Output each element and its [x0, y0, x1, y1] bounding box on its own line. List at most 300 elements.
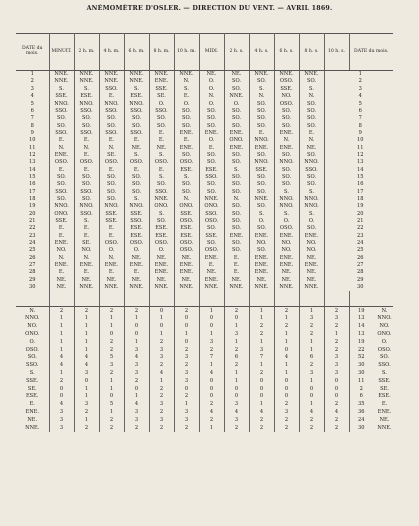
wind-direction-cell: NNE.	[74, 71, 99, 79]
day-date-right: 12	[357, 151, 364, 158]
wind-direction-cell: SO.	[299, 225, 324, 232]
day-date-right: 27	[357, 262, 364, 269]
wind-direction-cell: ENE.	[99, 262, 124, 269]
frequency-count-cell: 4	[199, 370, 224, 378]
frequency-count-cell: 1	[49, 346, 74, 354]
wind-direction-cell: O.	[99, 247, 124, 254]
frequency-count-cell: 3	[124, 416, 149, 424]
wind-direction-cell: SO.	[249, 189, 274, 196]
wind-direction-cell: SO.	[49, 181, 74, 188]
gap-cell	[274, 291, 299, 307]
day-date-right: 21	[357, 218, 364, 224]
frequency-total-cell: 52	[358, 354, 365, 361]
day-date-right: 4	[358, 93, 362, 100]
wind-direction-cell: ENE.	[199, 277, 224, 284]
frequency-count-cell: 3	[324, 362, 349, 370]
direction-frequency-summary	[16, 307, 393, 432]
frequency-count-cell: 1	[74, 385, 99, 393]
day-row	[16, 100, 393, 107]
day-date-right: 7	[358, 115, 362, 122]
frequency-count-cell: 3	[249, 346, 274, 354]
frequency-count-cell: 2	[149, 393, 174, 401]
wind-direction-cell: SSO.	[99, 86, 124, 93]
frequency-count-cell: 3	[124, 346, 149, 354]
frequency-row	[16, 377, 393, 385]
wind-direction-cell: SO.	[299, 122, 324, 129]
wind-direction-cell: ENE.	[224, 130, 249, 137]
wind-direction-cell: N.	[99, 255, 124, 262]
wind-direction-cell: NE.	[149, 255, 174, 262]
wind-direction-cell: SSO.	[49, 189, 74, 196]
wind-direction-cell: NE.	[299, 144, 324, 151]
wind-direction-cell: SO.	[149, 181, 174, 188]
header-2hs: 2 h. s.	[224, 34, 249, 71]
wind-direction-cell: NNE.	[274, 71, 299, 79]
wind-direction-cell: NNE.	[99, 284, 124, 291]
wind-direction-cell: SO.	[199, 225, 224, 232]
wind-direction-cell: SSO.	[99, 108, 124, 115]
wind-direction-cell: NNO.	[74, 100, 99, 107]
wind-direction-cell: O.	[224, 100, 249, 107]
wind-direction-cell: ESE.	[199, 166, 224, 173]
frequency-count-cell: 3	[124, 362, 149, 370]
frequency-count-cell: 4	[199, 409, 224, 417]
frequency-count-cell: 1	[249, 307, 274, 315]
wind-direction-cell: NNE.	[299, 284, 324, 291]
wind-direction-cell: SSE.	[49, 218, 74, 225]
frequency-count-cell: 0	[224, 315, 249, 323]
frequency-count-cell: 0	[274, 346, 299, 354]
wind-direction-cell: N.	[99, 144, 124, 151]
wind-direction-cell: ENE.	[174, 130, 199, 137]
wind-direction-cell: S.	[49, 86, 74, 93]
wind-direction-cell: SO.	[249, 115, 274, 122]
frequency-count-cell: 0	[174, 315, 199, 323]
wind-direction-cell: SO.	[99, 115, 124, 122]
direction-label-left: ESE.	[16, 393, 49, 401]
frequency-count-cell: 1	[99, 409, 124, 417]
frequency-count-cell: 1	[199, 331, 224, 339]
wind-direction-cell: O.	[199, 86, 224, 93]
wind-direction-cell: SO.	[274, 122, 299, 129]
wind-direction-cell: E.	[224, 262, 249, 269]
frequency-count-cell: 3	[174, 409, 199, 417]
wind-direction-cell: E.	[149, 130, 174, 137]
direction-label-right: ENE.	[377, 409, 392, 416]
wind-direction-cell: SO.	[249, 122, 274, 129]
frequency-count-cell: 1	[74, 346, 99, 354]
day-date-left: 2	[16, 78, 49, 85]
wind-direction-cell: SO.	[199, 115, 224, 122]
wind-direction-cell: NNO.	[249, 159, 274, 166]
frequency-count-cell: 0	[49, 385, 74, 393]
frequency-count-cell: 0	[324, 393, 349, 401]
frequency-count-cell: 3	[99, 362, 124, 370]
frequency-count-cell: 2	[149, 409, 174, 417]
wind-direction-cell: N.	[74, 255, 99, 262]
direction-label-right: S.	[382, 370, 387, 377]
frequency-row	[16, 315, 393, 323]
frequency-count-cell: 2	[274, 401, 299, 409]
frequency-count-cell: 0	[174, 323, 199, 331]
frequency-count-cell: 3	[124, 409, 149, 417]
day-date-right: 26	[357, 254, 364, 261]
day-date-left: 13	[16, 159, 49, 166]
frequency-count-cell: 1	[274, 339, 299, 347]
wind-direction-cell: SO.	[99, 189, 124, 196]
gap-cell	[124, 291, 149, 307]
gap-cell	[199, 291, 224, 307]
day-date-left: 8	[16, 122, 49, 129]
wind-direction-cell: NE.	[49, 277, 74, 284]
day-date-left: 15	[16, 174, 49, 181]
frequency-count-cell: 1	[124, 339, 149, 347]
wind-direction-cell: SO.	[99, 196, 124, 203]
direction-label-left: OSO.	[16, 346, 49, 354]
frequency-row	[16, 409, 393, 417]
day-row	[16, 152, 393, 159]
day-row	[16, 196, 393, 203]
wind-direction-cell: S.	[249, 211, 274, 218]
wind-direction-cell: OSO.	[99, 240, 124, 247]
wind-direction-cell: NE.	[174, 277, 199, 284]
wind-direction-cell: OSO.	[124, 159, 149, 166]
wind-direction-cell: E.	[174, 137, 199, 144]
wind-direction-cell: O.	[149, 247, 174, 254]
wind-direction-cell: N.	[199, 93, 224, 100]
wind-direction-cell: NNE.	[49, 71, 74, 79]
wind-direction-cell: SO.	[199, 108, 224, 115]
wind-direction-cell: O.	[299, 218, 324, 225]
frequency-count-cell: 3	[324, 354, 349, 362]
wind-direction-cell: E.	[74, 233, 99, 240]
frequency-row	[16, 362, 393, 370]
wind-direction-cell: E.	[249, 130, 274, 137]
wind-direction-cell: O.	[274, 218, 299, 225]
wind-direction-cell: SE.	[149, 93, 174, 100]
frequency-count-cell: 2	[199, 416, 224, 424]
direction-label-right: NE.	[379, 416, 390, 423]
day-row	[16, 181, 393, 188]
frequency-count-cell: 2	[324, 401, 349, 409]
wind-direction-cell: SO.	[124, 174, 149, 181]
wind-direction-cell: NE.	[199, 71, 224, 79]
frequency-count-cell: 0	[124, 385, 149, 393]
day-row	[16, 255, 393, 262]
wind-direction-cell: E.	[199, 144, 224, 151]
frequency-count-cell: 1	[49, 315, 74, 323]
wind-direction-cell: S.	[224, 166, 249, 173]
wind-direction-cell: OSO.	[124, 240, 149, 247]
day-date-left: 7	[16, 115, 49, 122]
day-date-left: 18	[16, 196, 49, 203]
wind-direction-cell: SO.	[249, 174, 274, 181]
frequency-count-cell: 1	[49, 323, 74, 331]
day-date-right: 14	[357, 166, 364, 173]
frequency-count-cell: 3	[224, 401, 249, 409]
day-row	[16, 240, 393, 247]
direction-label-right: SSO.	[378, 362, 391, 369]
wind-direction-cell: SO.	[124, 181, 149, 188]
wind-direction-cell: SO.	[274, 115, 299, 122]
wind-direction-cell: SO.	[274, 166, 299, 173]
day-date-right: 13	[357, 159, 364, 166]
wind-direction-cell: ENE.	[274, 144, 299, 151]
day-date-left: 22	[16, 225, 49, 232]
wind-direction-cell: SO.	[249, 100, 274, 107]
wind-direction-cell: NNO.	[299, 159, 324, 166]
frequency-count-cell: 2	[149, 385, 174, 393]
day-date-right: 11	[357, 144, 364, 151]
frequency-count-cell: 1	[74, 323, 99, 331]
wind-direction-cell: E.	[124, 269, 149, 276]
frequency-count-cell: 2	[324, 346, 349, 354]
wind-direction-cell: S.	[74, 86, 99, 93]
frequency-total-cell: 30	[358, 370, 365, 377]
header-date-left: DATE du mois.	[16, 34, 49, 71]
wind-direction-cell: ESE.	[174, 166, 199, 173]
wind-direction-cell: NNE.	[249, 71, 274, 79]
wind-direction-cell: SO.	[299, 181, 324, 188]
wind-direction-cell: SO.	[224, 78, 249, 85]
wind-direction-cell: ENE.	[249, 255, 274, 262]
wind-direction-cell: SO.	[299, 108, 324, 115]
day-row	[16, 233, 393, 240]
wind-direction-cell: O.	[199, 137, 224, 144]
direction-label-left: NNE.	[16, 424, 49, 432]
frequency-count-cell: 5	[99, 401, 124, 409]
wind-direction-cell: SSO.	[74, 189, 99, 196]
direction-label-left: NO.	[16, 323, 49, 331]
wind-direction-cell: SO.	[74, 122, 99, 129]
wind-direction-cell: SO.	[149, 115, 174, 122]
wind-direction-cell: NO.	[299, 247, 324, 254]
frequency-count-cell: 0	[124, 323, 149, 331]
wind-direction-cell: NO.	[274, 240, 299, 247]
frequency-count-cell: 3	[149, 346, 174, 354]
direction-label-right: OSO.	[377, 346, 392, 353]
wind-direction-cell: SO.	[199, 240, 224, 247]
frequency-count-cell: 2	[324, 424, 349, 432]
wind-direction-cell: SO.	[149, 218, 174, 225]
wind-direction-cell: O.	[249, 218, 274, 225]
frequency-row	[16, 339, 393, 347]
wind-direction-cell: NE.	[299, 277, 324, 284]
frequency-count-cell: 3	[299, 370, 324, 378]
wind-direction-cell: SO.	[199, 159, 224, 166]
frequency-count-cell: 6	[299, 354, 324, 362]
frequency-count-cell: 2	[124, 377, 149, 385]
day-date-left: 14	[16, 166, 49, 173]
wind-direction-cell: SO.	[124, 115, 149, 122]
frequency-count-cell: 2	[224, 424, 249, 432]
wind-direction-cell: SO.	[49, 122, 74, 129]
wind-direction-cell: SO.	[249, 181, 274, 188]
frequency-total-cell: 6	[359, 393, 363, 400]
day-row	[16, 71, 393, 79]
frequency-count-cell: 1	[74, 315, 99, 323]
frequency-count-cell: 1	[249, 362, 274, 370]
wind-direction-cell: NNE.	[124, 284, 149, 291]
wind-direction-cell: S.	[149, 152, 174, 159]
frequency-count-cell: 2	[74, 409, 99, 417]
wind-direction-cell: SO.	[174, 152, 199, 159]
frequency-count-cell: 1	[224, 377, 249, 385]
frequency-count-cell: 1	[174, 401, 199, 409]
wind-direction-cell: SO.	[174, 122, 199, 129]
wind-direction-cell: S.	[299, 211, 324, 218]
frequency-count-cell: 0	[324, 385, 349, 393]
day-date-left: 9	[16, 130, 49, 137]
frequency-count-cell: 1	[199, 307, 224, 315]
frequency-count-cell: 3	[299, 315, 324, 323]
wind-direction-cell: SO.	[249, 225, 274, 232]
frequency-count-cell: 3	[49, 416, 74, 424]
frequency-count-cell: 4	[74, 354, 99, 362]
frequency-count-cell: 3	[324, 315, 349, 323]
wind-direction-cell: ENE.	[249, 144, 274, 151]
frequency-count-cell: 0	[199, 323, 224, 331]
day-date-left: 20	[16, 211, 49, 218]
wind-direction-cell: SO.	[224, 159, 249, 166]
frequency-count-cell: 0	[299, 385, 324, 393]
wind-direction-cell: SSO.	[199, 174, 224, 181]
frequency-count-cell: 5	[99, 354, 124, 362]
day-row	[16, 78, 393, 85]
wind-direction-cell: SSE.	[49, 93, 74, 100]
direction-label-left: ONO.	[16, 331, 49, 339]
frequency-row	[16, 424, 393, 432]
wind-direction-cell: SSO.	[124, 218, 149, 225]
day-row	[16, 86, 393, 93]
wind-direction-cell: N.	[49, 144, 74, 151]
frequency-count-cell: 2	[274, 323, 299, 331]
frequency-count-cell: 1	[299, 346, 324, 354]
direction-label-right: NNE.	[377, 424, 392, 431]
frequency-row	[16, 331, 393, 339]
frequency-count-cell: 4	[74, 362, 99, 370]
wind-direction-cell: NE.	[249, 277, 274, 284]
direction-label-left: NNO.	[16, 315, 49, 323]
wind-direction-cell: O.	[149, 100, 174, 107]
wind-direction-cell: ESE.	[74, 93, 99, 100]
frequency-count-cell: 1	[299, 339, 324, 347]
wind-direction-cell: SSO.	[124, 108, 149, 115]
wind-direction-cell: SO.	[274, 181, 299, 188]
frequency-row	[16, 416, 393, 424]
day-date-right: 25	[357, 247, 364, 254]
frequency-count-cell: 7	[199, 354, 224, 362]
wind-direction-cell: E.	[49, 225, 74, 232]
wind-direction-cell: SSE.	[199, 233, 224, 240]
gap-cell	[324, 291, 349, 307]
wind-direction-cell: ESE.	[124, 225, 149, 232]
frequency-total-cell: 2	[359, 385, 363, 392]
wind-direction-cell: SO.	[74, 196, 99, 203]
frequency-count-cell: 3	[224, 416, 249, 424]
frequency-count-cell: 0	[199, 315, 224, 323]
frequency-total-cell: 14	[358, 323, 365, 330]
frequency-count-cell: 1	[74, 331, 99, 339]
frequency-total-cell: 30	[358, 424, 365, 431]
day-date-left: 12	[16, 152, 49, 159]
wind-direction-cell: SO.	[299, 78, 324, 85]
frequency-count-cell: 2	[174, 424, 199, 432]
frequency-count-cell: 0	[249, 377, 274, 385]
frequency-count-cell: 4	[324, 409, 349, 417]
day-row	[16, 174, 393, 181]
wind-direction-cell: E.	[174, 93, 199, 100]
frequency-count-cell: 1	[274, 362, 299, 370]
frequency-row	[16, 370, 393, 378]
frequency-count-cell: 3	[199, 339, 224, 347]
gap-cell	[74, 291, 99, 307]
wind-direction-cell: SO.	[199, 122, 224, 129]
wind-direction-cell: SSO.	[49, 108, 74, 115]
day-date-right: 28	[357, 269, 364, 276]
gap-cell	[99, 291, 124, 307]
header-date-right: DATE du mois.	[349, 34, 393, 71]
wind-direction-cell: S.	[274, 211, 299, 218]
wind-direction-cell: S.	[299, 86, 324, 93]
frequency-count-cell: 1	[149, 315, 174, 323]
frequency-row	[16, 401, 393, 409]
wind-direction-cell: NE.	[99, 277, 124, 284]
wind-direction-cell: NNE.	[149, 196, 174, 203]
frequency-count-cell: 2	[224, 307, 249, 315]
gap-cell	[174, 291, 199, 307]
frequency-count-cell: 2	[99, 307, 124, 315]
wind-direction-cell: OSO.	[274, 78, 299, 85]
frequency-count-cell: 0	[149, 307, 174, 315]
frequency-total-cell: 22	[358, 346, 365, 353]
header-6hm: 6 h. m.	[124, 34, 149, 71]
day-date-right: 2	[358, 78, 362, 85]
frequency-count-cell: 1	[74, 393, 99, 401]
day-date-right: 17	[357, 188, 364, 195]
day-date-right: 15	[357, 173, 364, 180]
wind-direction-cell: SO.	[124, 189, 149, 196]
wind-direction-cell: ESE.	[124, 233, 149, 240]
direction-label-left: SE.	[16, 385, 49, 393]
wind-direction-cell: E.	[99, 269, 124, 276]
direction-label-right: ONO.	[377, 331, 392, 338]
frequency-count-cell: 1	[149, 331, 174, 339]
wind-direction-cell: NO.	[299, 240, 324, 247]
direction-label-right: SSE.	[378, 377, 391, 384]
wind-direction-cell: E.	[149, 166, 174, 173]
frequency-count-cell: 0	[174, 339, 199, 347]
wind-direction-cell: ENE.	[174, 144, 199, 151]
wind-direction-cell: SO.	[99, 122, 124, 129]
direction-label-right: ESE.	[378, 393, 391, 400]
wind-direction-cell: ENE.	[74, 262, 99, 269]
wind-direction-cell: O.	[174, 100, 199, 107]
frequency-count-cell: 1	[299, 307, 324, 315]
wind-direction-cell: E.	[99, 233, 124, 240]
header-10hs: 10 h. s.	[324, 34, 349, 71]
wind-direction-cell: ONO.	[149, 203, 174, 210]
wind-direction-cell: ENE.	[224, 144, 249, 151]
wind-direction-cell: NE.	[199, 269, 224, 276]
wind-direction-cell: ESE.	[124, 93, 149, 100]
frequency-count-cell: 2	[199, 346, 224, 354]
frequency-count-cell: 3	[74, 401, 99, 409]
wind-direction-cell: SSO.	[149, 108, 174, 115]
wind-direction-cell: NNE.	[274, 284, 299, 291]
wind-direction-cell: OSO.	[199, 247, 224, 254]
wind-direction-cell: SO.	[224, 86, 249, 93]
